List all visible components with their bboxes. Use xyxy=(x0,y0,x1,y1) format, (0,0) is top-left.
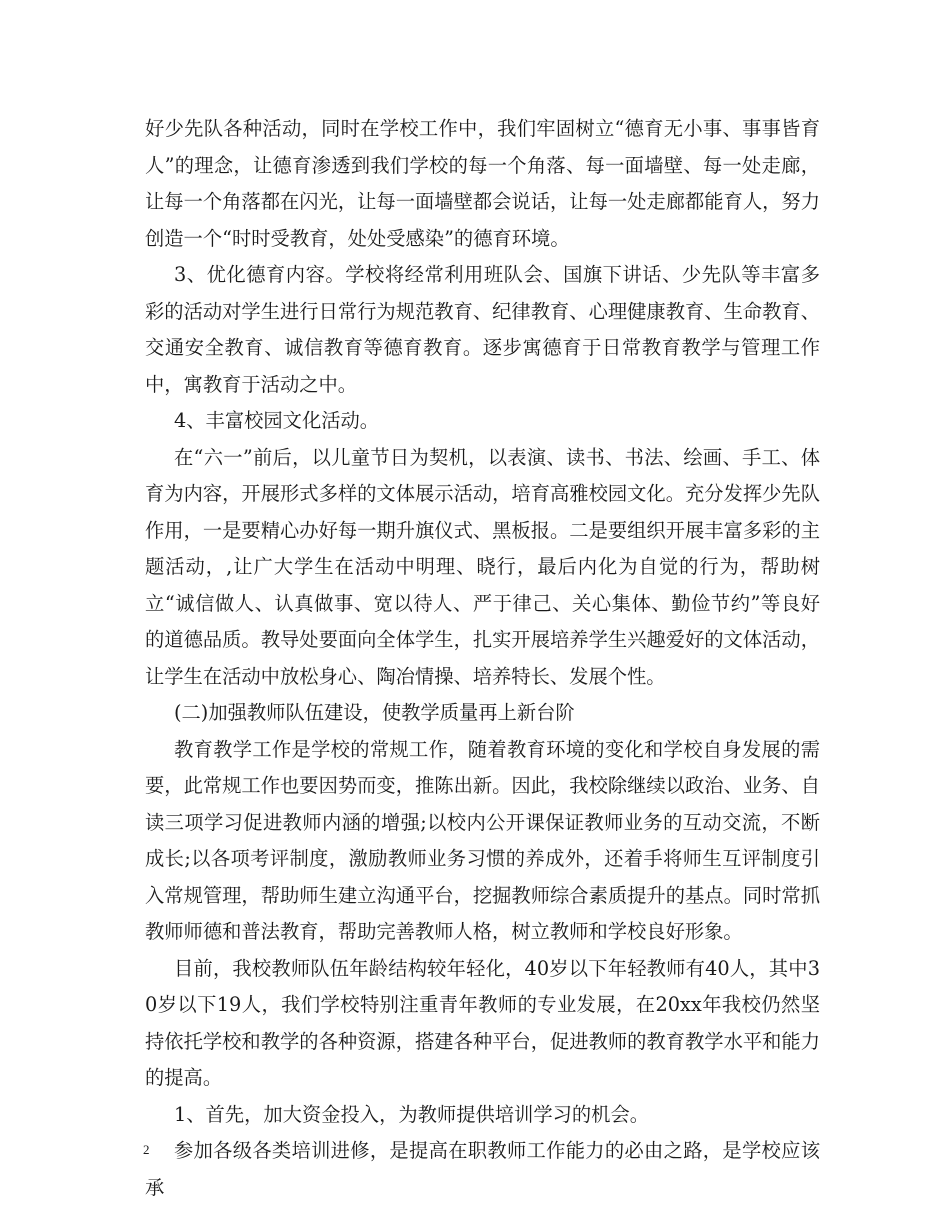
section-heading: (二)加强教师队伍建设，使教学质量再上新台阶 xyxy=(174,701,575,724)
body-paragraph: 3、优化德育内容。学校将经常利用班队会、国旗下讲话、少先队等丰富多彩的活动对学生进行日常行为规范教育、纪律教育、心理健康教育、生命教育、交通安全教育、诚信教育等德育教育。逐步寓德育于日常教育教学与管理工作中，寓教育于活动之中。 xyxy=(145,263,820,396)
page-number: 2 xyxy=(143,1142,150,1157)
body-paragraph: 目前，我校教师队伍年龄结构较年轻化，40岁以下年轻教师有40人，其中30岁以下19人，我们学校特别注重青年教师的专业发展，在20xx年我校仍然坚持依托学校和教学的各种资源，搭建各种平台，促进教师的教育教学水平和能力的提高。 xyxy=(145,956,820,1089)
document-body xyxy=(145,111,820,1206)
body-paragraph: 教育教学工作是学校的常规工作，随着教育环境的变化和学校自身发展的需要，此常规工作也要因势而变，推陈出新。因此，我校除继续以政治、业务、自读三项学习促进教师内涵的增强;以校内公开课保证教师业务的互动交流，不断成长;以各项考评制度，激励教师业务习惯的养成外，还着手将师生互评制度引入常规管理，帮助师生建立沟通平台，挖掘教师综合素质提升的基点。同时常抓教师师德和普法教育，帮助完善教师人格，树立教师和学校良好形象。 xyxy=(145,737,820,943)
body-paragraph: 参加各级各类培训进修，是提高在职教师工作能力的必由之路，是学校应该承 xyxy=(145,1139,820,1199)
section-heading: 4、丰富校园文化活动。 xyxy=(174,409,380,432)
body-paragraph: 在“六一”前后，以儿童节日为契机，以表演、读书、书法、绘画、手工、体育为内容，开展形式多样的文体展示活动，培育高雅校园文化。充分发挥少先队作用，一是要精心办好每一期升旗仪式、黑板报。二是要组织开展丰富多彩的主题活动，,让广大学生在活动中明理、晓行，最后内化为自觉的行为，帮助树立“诚信做人、认真做事、宽以待人、严于律己、关心集体、勤俭节约”等良好的道德品质。教导处要面向全体学生，扎实开展培养学生兴趣爱好的文体活动，让学生在活动中放松身心、陶冶情操、培养特长、发展个性。 xyxy=(145,445,820,688)
section-heading: 1、首先，加大资金投入，为教师提供培训学习的机会。 xyxy=(174,1102,650,1126)
body-paragraph: 好少先队各种活动，同时在学校工作中，我们牢固树立“德育无小事、事事皆育人”的理念，让德育渗透到我们学校的每一个角落、每一面墙壁、每一处走廊，让每一个角落都在闪光，让每一面墙壁都会说话，让每一处走廊都能育人，努力创造一个“时时受教育，处处受感染”的德育环境。 xyxy=(145,117,820,250)
